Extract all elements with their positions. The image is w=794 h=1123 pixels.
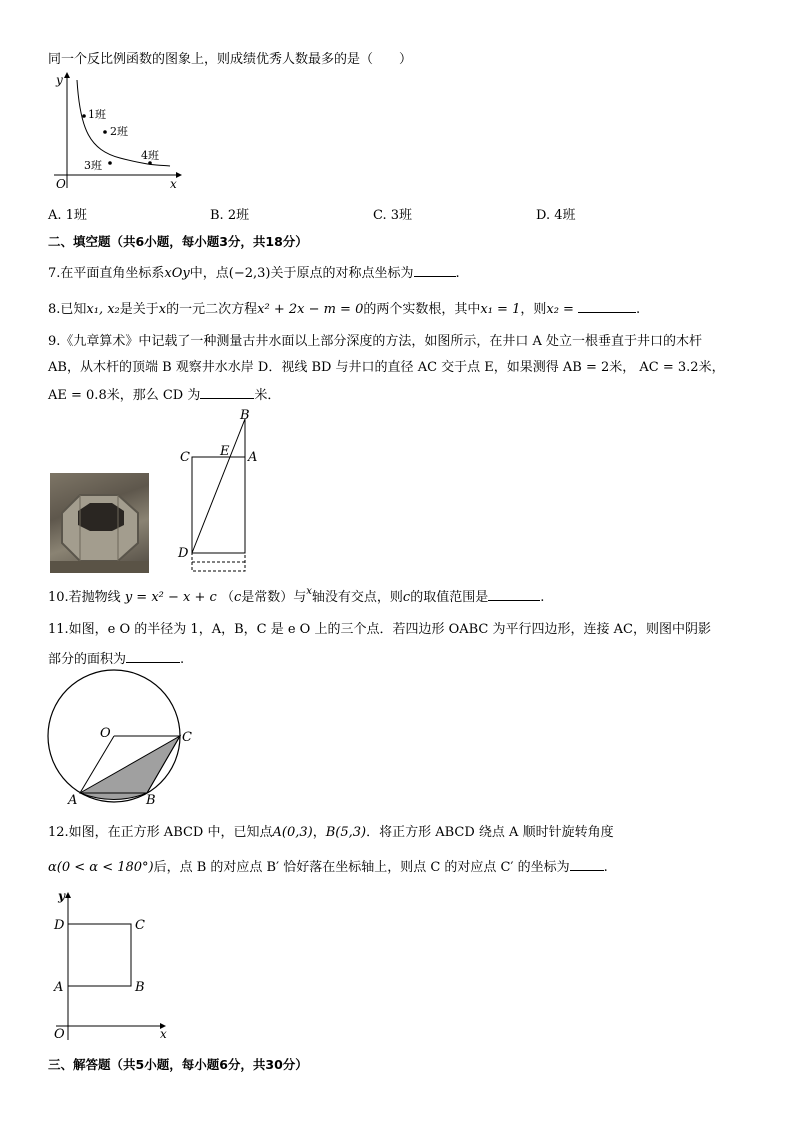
q8: 8.已知x₁, x₂是关于x的一元二次方程x² + 2x − m = 0的两个实数根，其中x₁ = 1，则x₂ = . <box>48 298 640 317</box>
q12-x-label: x <box>160 1027 167 1041</box>
q9-line3: AE = 0.8米，那么 CD 为 米． <box>48 384 280 403</box>
q9-line2: AB，从木杆的顶端 B 观察井水水岸 D．视线 BD 与井口的直径 AC 交于点 E，如果测得 AB = 2米， AC = 3.2米， <box>48 360 725 375</box>
q12-y-label: y <box>58 889 65 903</box>
q11-answer-blank <box>126 649 180 663</box>
q6-point2-label: 2班 <box>110 125 128 138</box>
ancient-well-photo <box>50 473 149 573</box>
q6-option-d: D. 4班 <box>536 208 576 223</box>
q12-label-a: A <box>54 980 64 995</box>
q11-label-o: O <box>100 726 111 741</box>
section2-heading: 二、填空题（共6小题，每小题3分，共18分） <box>48 234 308 249</box>
q11-label-c: C <box>182 730 192 745</box>
q12-label-d: D <box>54 918 65 933</box>
q12-origin-label: O <box>54 1027 65 1042</box>
q9-label-b: B <box>240 408 250 423</box>
q8-answer-blank <box>578 299 636 313</box>
q6-option-c: C. 3班 <box>373 208 413 223</box>
q11-line1: 11.如图，e O 的半径为 1，A，B，C 是 e O 上的三个点．若四边形 OABC 为平行四边形，连接 AC，则图中阴影 <box>48 622 711 637</box>
q6-inverse-function-graph <box>50 70 190 195</box>
q11-circle-diagram <box>40 670 210 810</box>
section3-heading: 三、解答题（共5小题，每小题6分，共30分） <box>48 1057 308 1072</box>
q11-line2: 部分的面积为 . <box>48 648 184 667</box>
q7-answer-blank <box>414 263 456 277</box>
q6-y-label: y <box>56 73 63 87</box>
q6-point4-label: 4班 <box>141 149 159 162</box>
q11-label-a: A <box>68 793 78 808</box>
q7: 7.在平面直角坐标系xOy中，点(−2,3)关于原点的对称点坐标为 . <box>48 262 460 281</box>
q9-answer-blank <box>200 385 254 399</box>
q6-stem: 同一个反比例函数的图象上，则成绩优秀人数最多的是（ ） <box>48 52 413 67</box>
q12-square-diagram <box>50 890 175 1042</box>
q6-x-label: x <box>170 177 177 191</box>
q10: 10.若抛物线 y = x² − x + c （c是常数）与$^x$轴没有交点，则c的取值范围是 . <box>48 586 545 605</box>
q9-label-e: E <box>220 444 230 459</box>
q6-origin-label: O <box>56 177 66 191</box>
q10-answer-blank <box>488 587 540 601</box>
q6-point3-label: 3班 <box>84 159 102 172</box>
q9-label-c: C <box>180 450 190 465</box>
q12-label-b: B <box>135 980 145 995</box>
q6-option-b: B. 2班 <box>210 208 250 223</box>
q6-point1-label: 1班 <box>88 108 106 121</box>
q12-answer-blank <box>570 857 604 871</box>
q9-label-d: D <box>178 546 189 561</box>
q12-line1: 12.如图，在正方形 ABCD 中，已知点A(0,3)，B(5,3)．将正方形 ABCD 绕点 A 顺时针旋转角度 <box>48 825 614 840</box>
q9-well-diagram <box>172 405 267 580</box>
q6-option-a: A. 1班 <box>48 208 87 223</box>
q11-label-b: B <box>146 793 156 808</box>
q9-label-a: A <box>248 450 258 465</box>
q12-line2: α(0 < α < 180°)后，点 B 的对应点 B′ 恰好落在坐标轴上，则点 C 的对应点 C′ 的坐标为 . <box>48 856 608 875</box>
q9-line1: 9.《九章算术》中记载了一种测量古井水面以上部分深度的方法，如图所示，在井口 A 处立一根垂直于井口的木杆 <box>48 334 703 349</box>
q12-label-c: C <box>135 918 145 933</box>
